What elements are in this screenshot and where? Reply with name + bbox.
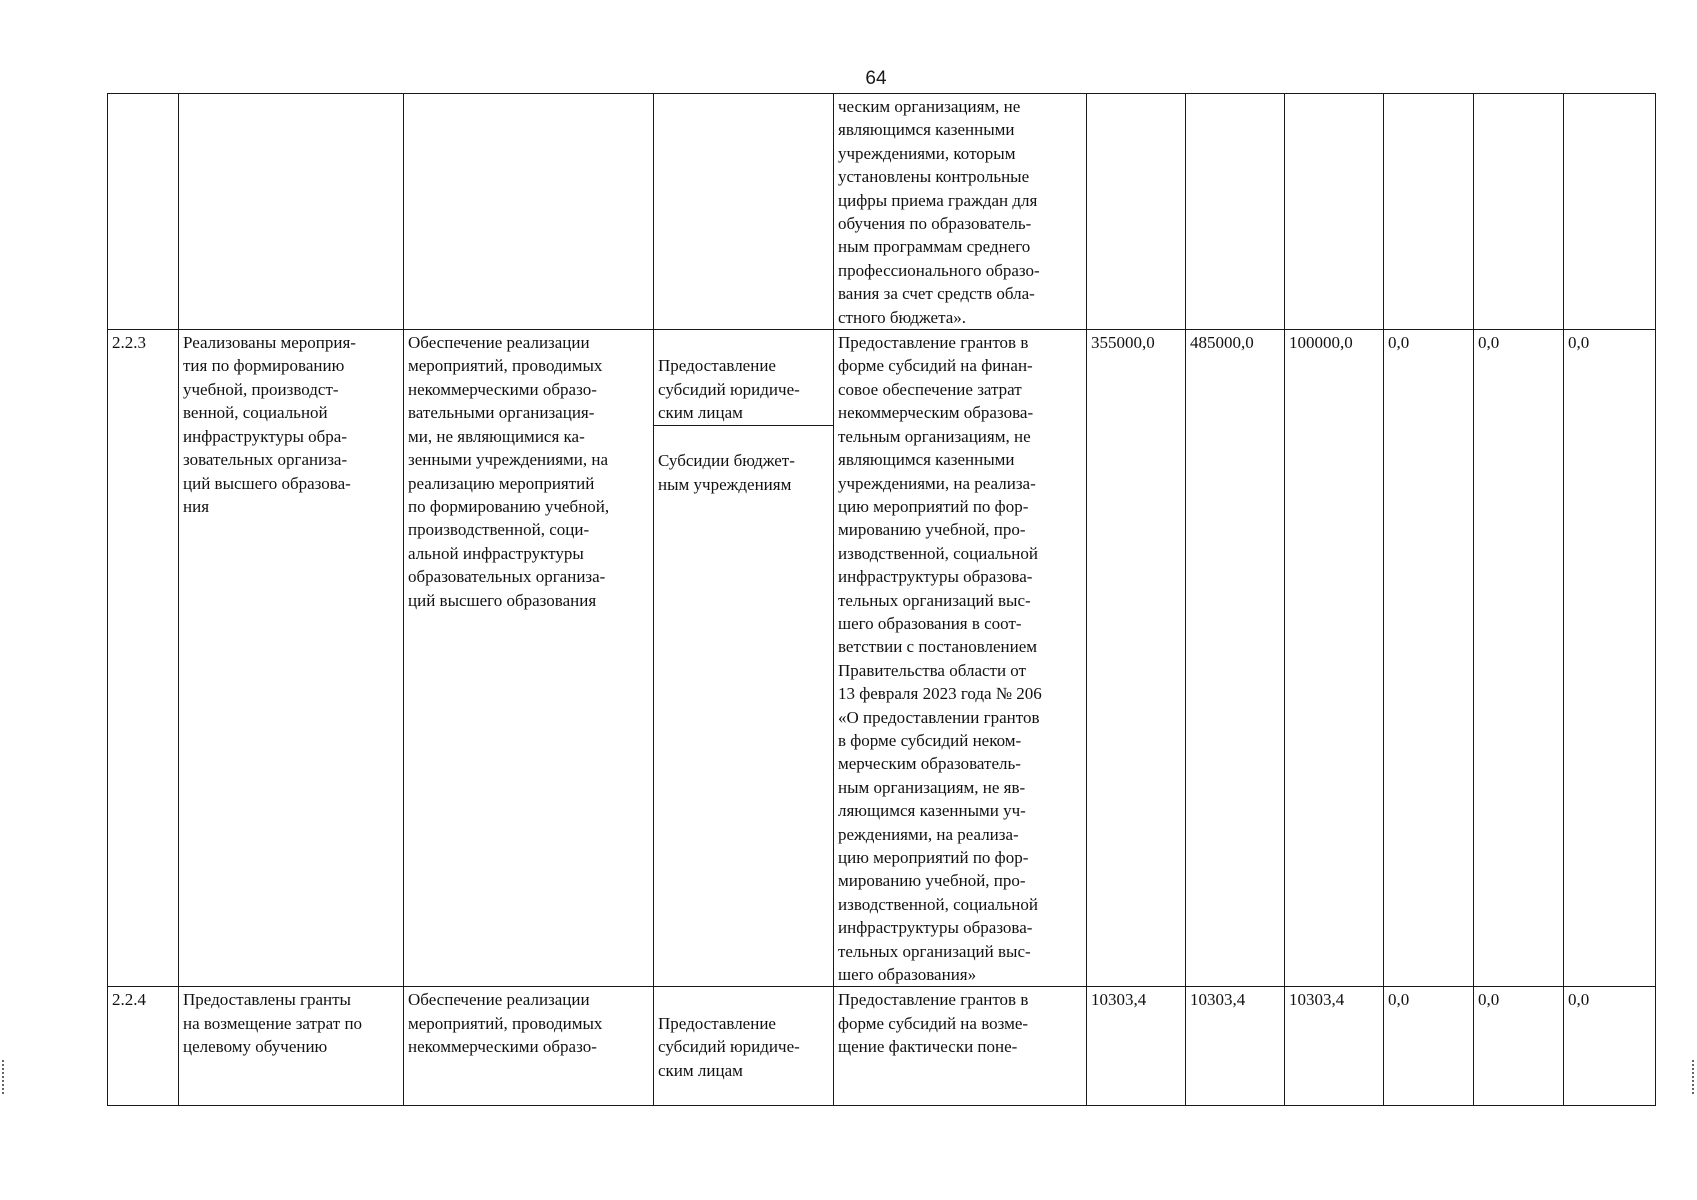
- row-value-3: [1285, 94, 1384, 330]
- row-value-2: 485000,0: [1186, 330, 1285, 987]
- row-expense-type: [654, 330, 834, 987]
- row-event: [404, 94, 654, 330]
- row-result: Реализованы мероприя- тия по формированию учебной, производст- венной, социальной инфраструктуры обра- зовательных организа- ций высшего образова- ния: [179, 330, 404, 987]
- row-code: 2.2.4: [108, 987, 179, 1106]
- row-event: Обеспечение реализации мероприятий, проводимых некоммерческими образо-: [404, 987, 654, 1106]
- row-value-5: 0,0: [1474, 987, 1564, 1106]
- row-description: Предоставление грантов в форме субсидий на финан- совое обеспечение затрат некоммерческим образова- тельным организациям, не являющимся казенными учреждениями, на реализа- цию мероприятий по фор- мированию учебной, про- изводственной, социальной инфраструктуры образова- тельных организаций выс- шего образования в соот- ветствии с постановлением Правительства области от 13 февраля 2023 года № 206 «О предоставлении грантов в форме субсидий неком- мерческим образователь- ным организациям, не яв- ляющимся казенными уч- реждениями, на реализа- цию мероприятий по фор- мированию учебной, про- изводственной, социальной инфраструктуры образова- тельных организаций выс- шего образования»: [834, 330, 1087, 987]
- row-value-6: [1564, 94, 1656, 330]
- left-scan-mark: [2, 1060, 6, 1094]
- table-row: [108, 94, 1656, 330]
- row-value-4: 0,0: [1384, 987, 1474, 1106]
- row-value-2: 10303,4: [1186, 987, 1285, 1106]
- table-row: [108, 987, 1656, 1106]
- row-value-1: [1087, 94, 1186, 330]
- row-value-1: 355000,0: [1087, 330, 1186, 987]
- row-event: Обеспечение реализации мероприятий, проводимых некоммерческими образо- вательными организация- ми, не являющимися ка- зенными учреждениями, на реализацию мероприятий по формированию учебной, производственной, соци- альной инфраструктуры образовательных организа- ций высшего образования: [404, 330, 654, 987]
- row-value-3: 100000,0: [1285, 330, 1384, 987]
- row-value-4: [1384, 94, 1474, 330]
- row-result: Предоставлены гранты на возмещение затрат по целевому обучению: [179, 987, 404, 1106]
- row-value-6: 0,0: [1564, 330, 1656, 987]
- row-expense-type: [654, 987, 834, 1106]
- row-result: [179, 94, 404, 330]
- row-value-1: 10303,4: [1087, 987, 1186, 1106]
- row-value-3: 10303,4: [1285, 987, 1384, 1106]
- row-value-2: [1186, 94, 1285, 330]
- row-code: [108, 94, 179, 330]
- row-description: Предоставление грантов в форме субсидий на возме- щение фактически поне-: [834, 987, 1087, 1106]
- program-table: [107, 93, 1656, 1106]
- row-value-5: [1474, 94, 1564, 330]
- row-expense-type: [654, 94, 834, 330]
- expense-type-item: Предоставление субсидий юридиче- ским лицам: [654, 354, 833, 425]
- right-scan-mark: [1692, 1060, 1696, 1094]
- row-description: ческим организациям, не являющимся казенными учреждениями, которым установлены контрольные цифры приема граждан для обучения по образователь- ным программам среднего профессионального образо- вания за счет средств обла- стного бюджета».: [834, 94, 1087, 330]
- row-code: 2.2.3: [108, 330, 179, 987]
- table-row: [108, 330, 1656, 987]
- row-value-5: 0,0: [1474, 330, 1564, 987]
- row-value-6: 0,0: [1564, 987, 1656, 1106]
- row-value-4: 0,0: [1384, 330, 1474, 987]
- expense-type-item: Предоставление субсидий юридиче- ским лицам: [658, 1013, 800, 1080]
- expense-type-item: Субсидии бюджет- ным учреждениям: [658, 451, 795, 494]
- page-number: 64: [865, 68, 887, 89]
